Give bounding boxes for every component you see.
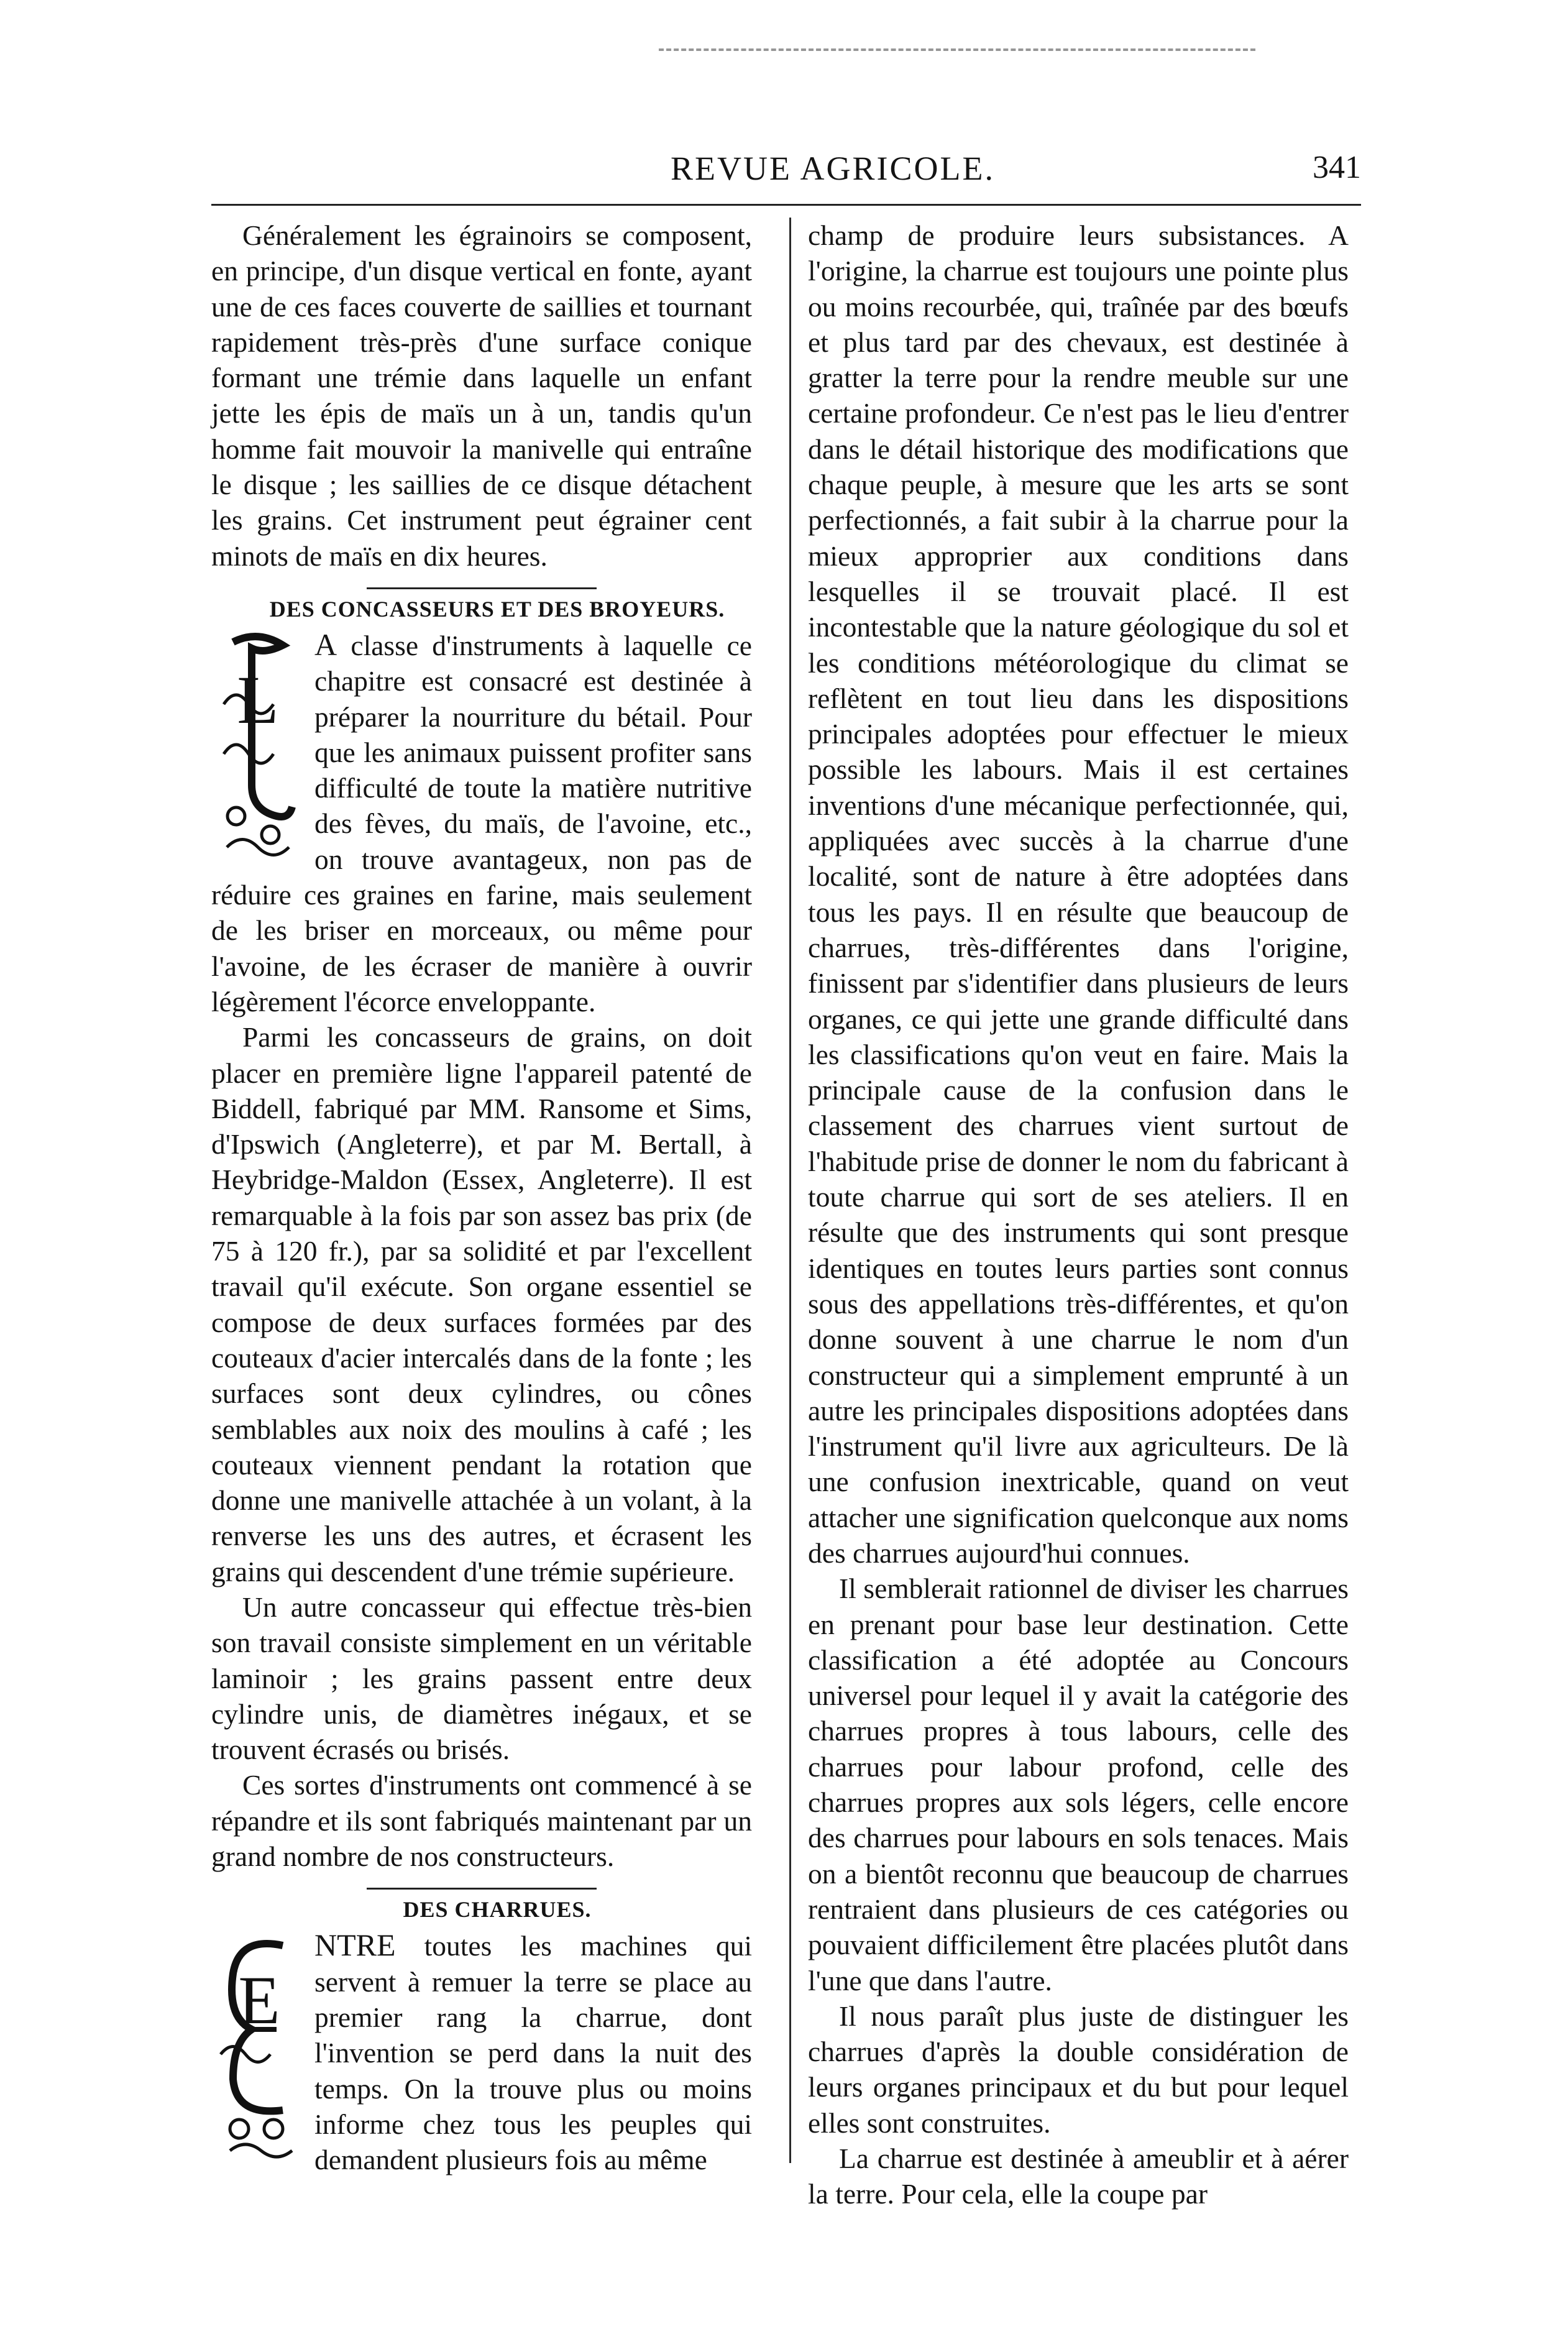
dropcap-l-letter: L (237, 661, 279, 738)
column-divider (789, 218, 791, 2163)
paragraph-sortes-instruments: Ces sortes d'instruments ont commencé à se répandre et ils sont fabriqués maintenant par un grand nombre de nos constructeurs. (211, 1769, 752, 1873)
section-divider (367, 1888, 597, 1890)
paragraph-charrue-origine: champ de produire leurs subsistances. A l'origine, la charrue est toujours une pointe plus ou moins recourbée, qui, traînée par des bœufs et plus tard par des chevaux, est destinée à gratter la terre pour la rendre meuble sur une certaine profondeur. Ce n'est pas le lieu d'entrer dans le détail historique des modifications que chaque peuple, à mesure que les arts se sont perfectionnés, a fait subir à la charrue pour la mieux approprier aux conditions dans lesquelles il se trouvait placé. Il est incontestable que la nature géologique du sol et les conditions météorologique du climat se reflètent en tout lieu dans les dispositions principales adoptées pour effectuer le mieux possible les labours. Mais il est certaines inventions d'une mécanique perfectionnée, qui, appliquées avec succès à la charrue d'une localité, sont de nature à être adoptées dans tous les pays. Il en résulte que beaucoup de charrues, très-différentes dans l'origine, finissent par s'identifier dans plusieurs de leurs organes, ce qui jette une grande difficulté dans les classifications qu'on veut en faire. Mais la principale cause de la confusion dans le classement des charrues vient surtout de l'habitude prise de donner le nom du fabricant à toute charrue qui sort de ses ateliers. Il en résulte que des instruments qui sont presque identiques en toutes leurs parties sont connus sous des appellations très-différentes, et qu'on donne souvent à une charrue le nom d'un constructeur qui a simplement emprunté à un autre les principales dispositions adoptées dans l'instrument qu'il livre aux agriculteurs. De là une confusion inextricable, quand on veut attacher une signification quelconque aux noms des charrues aujourd'hui connues. (808, 219, 1349, 1569)
paragraph-concasseurs-intro (211, 627, 752, 1019)
dropcap-lead-text: A (314, 627, 337, 662)
paragraph-classification: Il semblerait rationnel de diviser les charrues en prenant pour base leur destination. Cette classification a été adoptée au Concours universel pour lequel il y avait la catégorie des charrues propres à tous labours, celle des charrues pour labour profond, celle des charrues propres aux sols légers, celle encore des charrues pour labours en sols tenaces. Mais on a bientôt reconnu que beaucoup de charrues rentraient dans plusieurs de ces catégories ou pouvaient difficilement être placées plutôt dans l'une que dans l'autre. (808, 1573, 1349, 1996)
paragraph-concasseurs-body: classe d'instruments à laquelle ce chapitre est consacré est destinée à préparer la nourriture du bétail. Pour que les animaux puissent profiter sans difficulté de toute la matière nutritive des fèves, du maïs, de l'avoine, etc., on trouve avantageux, non pas de réduire ces graines en farine, mais seulement de les briser en morceaux, ou même pour l'avoine, de les écraser de manière à ouvrir légèrement l'écorce enveloppante. (211, 629, 752, 1018)
paragraph-ameublir: La charrue est destinée à ameublir et à aérer la terre. Pour cela, elle la coupe par (808, 2143, 1349, 2210)
section-heading-concasseurs: DES CONCASSEURS ET DES BROYEURS. (269, 596, 725, 622)
scan-artifact-marks (659, 48, 1255, 51)
right-column (808, 218, 1349, 2212)
header-rule (211, 204, 1361, 206)
paragraph-charrues-body: toutes les machines qui servent à remuer la terre se place au premier rang la charrue, dont l'invention se perd dans la nuit des temps. On la trouve plus ou moins informe chez tous les peuples qui demandent plusieurs fois au même (314, 1930, 752, 2176)
page-number: 341 (1313, 150, 1361, 185)
page-header (211, 149, 1361, 199)
section-divider (367, 587, 597, 589)
ornamental-dropcap-l (211, 630, 305, 866)
section-heading-charrues: DES CHARRUES. (403, 1897, 592, 1922)
dropcap-e-letter: E (238, 1962, 280, 2039)
ornamental-dropcap-e (211, 1930, 305, 2166)
dropcap-lead-text: NTRE (314, 1927, 396, 1963)
paragraph-parmi-concasseurs: Parmi les concasseurs de grains, on doit placer en première ligne l'appareil patenté de Biddell, fabriqué par MM. Ransome et Sims, d'Ipswich (Angleterre), et par M. Bertall, à Heybridge-Maldon (Essex, Angleterre). Il est remarquable à la fois par son assez bas prix (de 75 à 120 fr.), par sa solidité et par l'excellent travail qu'il exécute. Son organe essentiel se compose de deux surfaces formées par des couteaux d'acier intercalés dans de la fonte ; les surfaces sont deux cylindres, ou cônes semblables aux noix des moulins à café ; les couteaux viennent pendant la rotation que donne une manivelle attachée à un volant, à la renverse les uns des autres, et écrasent les grains qui descendent d'une trémie supérieure. (211, 1021, 752, 1587)
dropcap-l-ornament-icon (214, 630, 301, 866)
paragraph-charrues-intro (211, 1927, 752, 2177)
running-title: REVUE AGRICOLE. (671, 150, 995, 187)
left-column (211, 218, 752, 2177)
paragraph-autre-concasseur: Un autre concasseur qui effectue très-bien son travail consiste simplement en un véritable laminoir ; les grains passent entre deux cylindre unis, de diamètres inégaux, et se trouvent écrasés ou brisés. (211, 1591, 752, 1766)
paragraph-egrainoirs: Généralement les égrainoirs se composent, en principe, d'un disque vertical en fonte, ayant une de ces faces couverte de saillies et tournant rapidement très-près d'une surface conique formant une trémie dans laquelle un enfant jette les épis de maïs un à un, tandis qu'un homme fait mouvoir la manivelle qui entraîne le disque ; les saillies de ce disque détachent les grains. Cet instrument peut égrainer cent minots de maïs en dix heures. (211, 219, 752, 572)
dropcap-e-ornament-icon (214, 1930, 301, 2166)
paragraph-distinguer: Il nous paraît plus juste de distinguer les charrues d'après la double considération de leurs organes principaux et du but pour lequel elles sont construites. (808, 2000, 1349, 2139)
